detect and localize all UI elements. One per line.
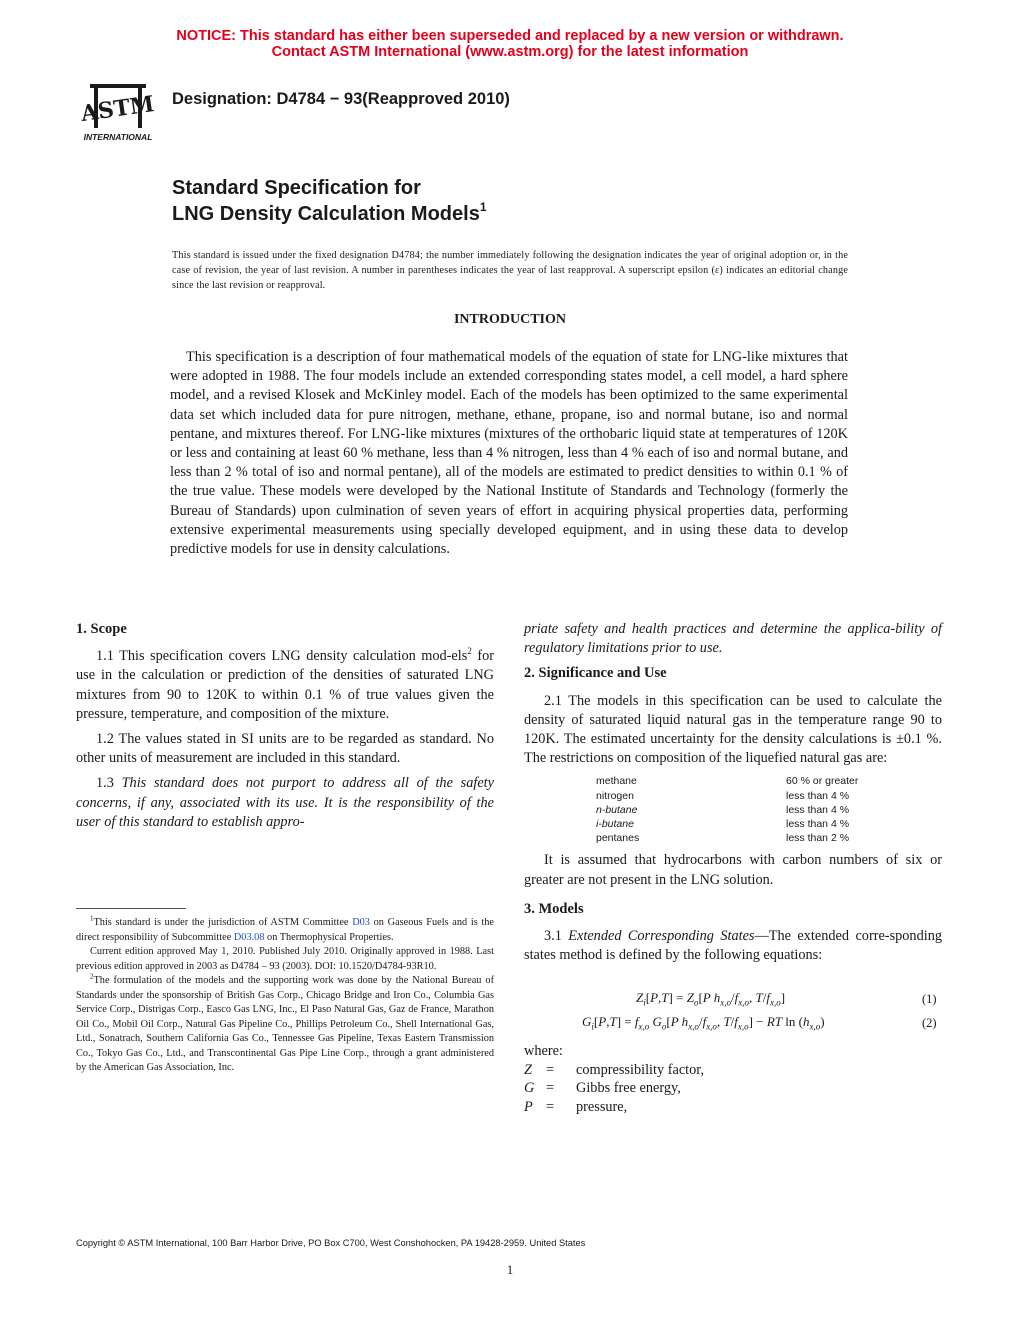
footnote-rule [76,908,186,909]
notice-line-1: NOTICE: This standard has either been superseded and replaced by a new version or withdrawn. [176,28,844,44]
introduction-heading: INTRODUCTION [453,312,566,327]
definitions [524,1042,704,1116]
significance-heading: 2. Significance and Use [524,665,667,682]
restriction-row: methane 60 % or greater [596,775,859,788]
designation: Designation: D4784 − 93(Reapproved 2010) [172,90,510,108]
models-heading: 3. Models [524,900,584,917]
astm-logo [76,72,160,144]
definition-row: Z = compressibility factor, [524,1061,705,1078]
committee-link[interactable]: D03 [352,917,370,928]
footnote-2: $^2$The formulation of the models and the supporting work was done by the National Bureau of Standards under the sponsorship of British Gas Corp., Chicago Bridge and Iron Co., Columbia Gas Service Corp., Distrigas Corp., Easco Gas LNG, Inc., El Paso Natural Gas, Gaz de France, Marathon Oil Co., Mobil Oil Corp., Natural Gas Pipeline Co., Phillips Petroleum Co., Shell International Gas, Ltd., Sonatrach, Southern California Gas Co., Tennessee Gas Pipeline, Texas Eastern Transmission Co., Tokyo Gas Co., Ltd., and Transcontinental Gas Pipe Line Corp., through a grant administered by the American Gas Association, Inc. [76,972,494,1073]
definition-row: G = Gibbs free energy, [524,1080,681,1096]
scope-1-3-continued: priate safety and health practices and determine the applica-bility of regulatory limitations prior to use. [524,621,942,657]
introduction-body [170,348,848,559]
scope-heading: 1. Scope [76,621,127,637]
logo-text: ASTM [79,91,156,128]
subcommittee-link[interactable]: D03.08 [233,931,265,943]
equation-1: $Z_i[P,T] = Z_o[P$ $h_{x,o}/f_{x,o}$, $T/f_{x,o}$] [636,990,786,1008]
logo-subtext: INTERNATIONAL [83,132,153,142]
scope-1-3: 1.3 This standard does not purport to address all of the safety concerns, if any, associated with its use. It is the responsibility of the user of this standard to establish appro- [76,775,494,830]
introduction-paragraph: This specification is a description of four mathematical models of the equation of state for LNG-like mixtures that were adopted in 1988. The four models include an extended corresponding states model, a cell model, a hard sphere model, and a revised Klosek and McKinley model. Each of the models has been optimized to the same experimental data set which included data for pure nitrogen, methane, ethane, propane, iso and normal butane, iso and normal pentane, and mixtures thereof. For LNG-like mixtures (mixtures of the orthobaric liquid state at temperatures of 120K or less and containing at least 60 % methane, less than 4 % nitrogen, less than 4 % each of iso and normal butane, and less than 2 % total of iso and normal pentane), all of the models are estimated to predict densities to within 0.1 % of the true value. These models were developed by the National Institute of Standards and Technology (formerly the Bureau of Standards) upon culmination of seven years of effort in acquiring physical properties data, performing extensive experimental measurements using specially developed equipment, and in using these data to develop predictive models for use in density calculations. [170,349,848,558]
page-number: 1 [506,1262,514,1277]
notice-line-2: Contact ASTM International (www.astm.org) for the latest information [271,44,749,60]
restriction-row: i-butane less than 4 % [596,818,850,831]
significance-2-2: It is assumed that hydrocarbons with carbon numbers of six or greater are not present in the LNG solution. [524,852,942,888]
models-3-1: 3.1 Extended Corresponding States—The extended corre-sponding states method is defined by the following equations: [524,928,942,964]
equation-2: $G_i[P,T] = f_{x,o}$ $G_o[P$ $h_{x,o}/f_{x,o}$, $T/f_{x,o}$] − RT $\ln (h_{x,o})$ [582,1014,825,1032]
restrictions-table [524,774,942,845]
restriction-row: n-butane less than 4 % [596,803,850,816]
footnote-1-edition: Current edition approved May 1, 2010. Published July 2010. Originally approved in 1988. Last previous edition approved in 2003 as D4784 – 93 (2003). DOI: 10.1520/D4784-93R10. [76,946,494,972]
title-text: LNG Density Calculation Models [172,203,480,225]
restriction-row: pentanes less than 2 % [596,832,850,845]
right-column [524,620,942,971]
left-column [76,620,494,838]
restriction-row: nitrogen less than 4 % [596,789,850,802]
title-footnote-ref: 1 [479,200,487,214]
equation-1-number: (1) [922,992,937,1006]
astm-logo-icon [76,72,160,144]
where-label: where: [524,1043,563,1059]
title-line-2 [172,201,487,227]
footnotes [76,916,494,1076]
definition-row: P = pressure, [524,1098,628,1115]
equation-2-number: (2) [922,1016,937,1030]
document-title [172,175,487,227]
scope-1-2: 1.2 The values stated in SI units are to be regarded as standard. No other units of measurement are included in this standard. [76,731,494,767]
significance-2-1: 2.1 The models in this specification can be used to calculate the density of saturated liquid natural gas in the temperature range 90 to 120K. The estimated uncertainty for the density calculations is ±0.1 %. The restrictions on composition of the liquefied natural gas are: [524,692,942,767]
footnote-1: $^1$This standard is under the jurisdiction of ASTM Committee D03 on Gaseous Fuels and is the direct responsibility of Subcommittee D03.08 on Thermophysical Properties. [76,914,494,943]
scope-1-1: 1.1 This specification covers LNG density calculation mod-els$^2$ for use in the calculation or prediction of the densities of saturated LNG mixtures from 90 to 120K to within 0.1 % of true values given the pressure, temperature, and composition of the mixture. [76,646,494,722]
copyright: Copyright © ASTM International, 100 Barr Harbor Drive, PO Box C700, West Conshohocken, PA 19428-2959. United States [76,1238,586,1248]
issued-note: This standard is issued under the fixed designation D4784; the number immediately following the designation indicates the year of original adoption or, in the case of revision, the year of last revision. A number in parentheses indicates the year of last reapproval. A superscript epsilon (ε) indicates an editorial change since the last revision or reapproval. [172,250,848,291]
title-line-1: Standard Specification for [172,177,421,199]
